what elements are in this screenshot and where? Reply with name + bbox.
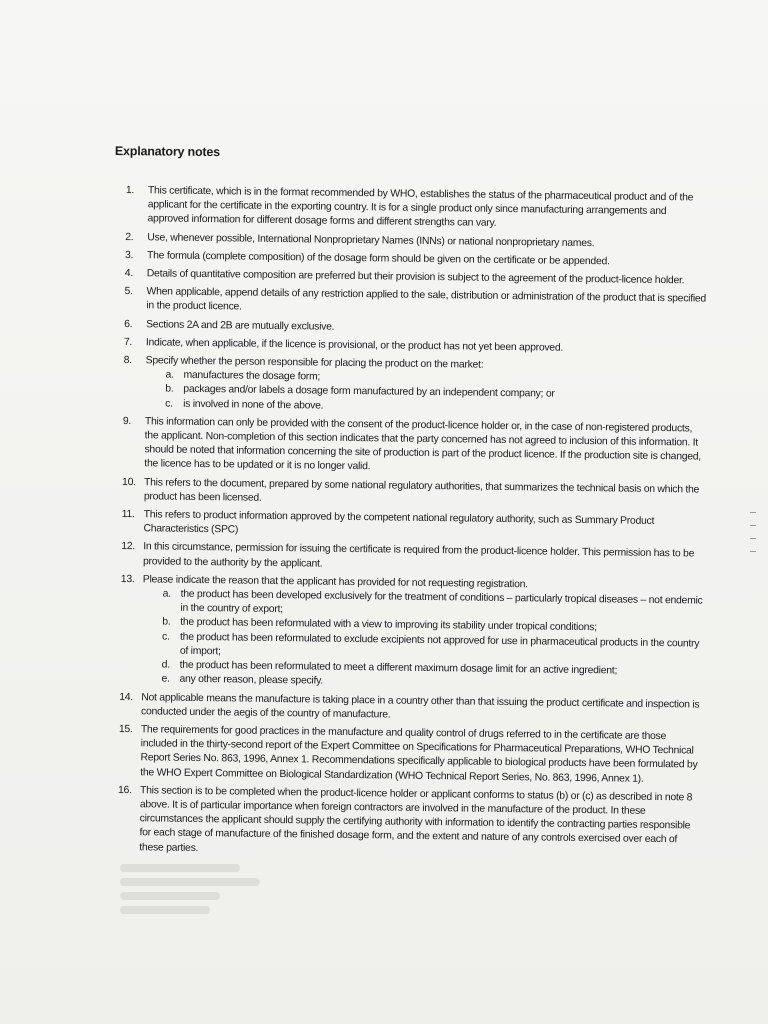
note-text: Please indicate the reason that the applicant has provided for not requesting registration. <box>142 574 528 591</box>
note-number: 1. <box>125 184 135 197</box>
sub-letter: a. <box>165 369 174 381</box>
sub-letter: b. <box>165 383 174 396</box>
note-item <box>121 508 705 544</box>
note-number: 14. <box>119 691 134 703</box>
page-heading: Explanatory notes <box>114 144 220 160</box>
sub-letter: a. <box>162 588 171 600</box>
faded-stamp-mark <box>120 858 270 958</box>
sub-letter: e. <box>161 673 170 685</box>
note-text: In this circumstance, permission for issuing the certificate is required from the product-licence holder. This permission has to be provided to the authority by the applicant. <box>142 541 695 570</box>
note-text: This section is to be completed when the product-licence holder or applicant conforms to status (b) or (c) as described in note 8 above. It is of particular importance when foreign contractors are involved in the manufacture of the product. In these circumstances the applicant should supply the certifying authority with information to identify the contracting parties responsible for each stage of manufacture of the finished dosage form, and the extent and nature of any controls exercised over each of these parties. <box>139 784 693 854</box>
note-item <box>125 184 710 234</box>
note-text: Indicate, when applicable, if the licence is provisional, or the product has not yet been approved. <box>145 337 564 354</box>
sub-text: the product has been developed exclusively for the treatment of conditions – particularly tropical diseases – not endemic in the country of export; <box>180 588 703 616</box>
note-item <box>121 540 705 576</box>
note-number: 2. <box>125 231 134 243</box>
note-text: Sections 2A and 2B are mutually exclusive. <box>146 318 335 333</box>
note-number: 15. <box>118 723 133 736</box>
note-text: This certificate, which is in the format recommended by WHO, establishes the status of the pharmaceutical product and of the applicant for the certificate in the exporting country. It is for a single product only since manufacturing arrangements and approved information for different dosage forms and different strengths can vary. <box>147 185 694 230</box>
sub-text: the product has been reformulated to meet a different maximum dosage limit for an active ingredient; <box>179 659 618 677</box>
note-number: 4. <box>124 268 134 280</box>
note-number: 3. <box>124 249 134 261</box>
sub-text: manufactures the dosage form; <box>183 370 321 383</box>
sub-text: the product has been reformulated to exclude excipients not approved for use in pharmaceutical products in the country of import; <box>179 631 700 658</box>
note-text: Not applicable means the manufacture is taking place in a country other than that issuing the product certificate and inspection is conducted under the aegis of the country of manufacture. <box>141 691 700 721</box>
note-text: Specify whether the person responsible for placing the product on the market: <box>145 355 484 371</box>
sub-text: the product has been reformulated with a view to improving its stability under tropical conditions; <box>180 617 597 634</box>
sub-letter: c. <box>165 398 173 410</box>
note-number: 16. <box>117 784 132 796</box>
sub-letter: b. <box>162 616 171 629</box>
note-text: When applicable, append details of any restriction applied to the sale, distribution or administration of the product that is specified in the product licence. <box>146 286 707 313</box>
explanatory-notes-list <box>117 184 710 866</box>
sub-text: is involved in none of the above. <box>183 398 324 412</box>
note-number: 11. <box>121 509 135 521</box>
note-text: The formula (complete composition) of the dosage form should be given on the certificate or be appended. <box>146 250 610 268</box>
sub-list <box>141 587 704 694</box>
note-item <box>119 690 703 726</box>
note-item <box>122 476 706 512</box>
note-number: 10. <box>122 476 136 488</box>
note-text: This refers to product information approved by the competent national regulatory authority, such as Summary Product Characteristics (SPC) <box>143 509 655 536</box>
note-item <box>119 573 704 694</box>
note-item <box>117 784 702 863</box>
sub-list <box>145 369 708 419</box>
note-text: This refers to the document, prepared by some national regulatory authorities, that summarizes the technical basis on which the product has been licensed. <box>143 476 700 504</box>
note-number: 5. <box>124 286 133 298</box>
note-number: 13. <box>120 573 135 586</box>
note-item <box>123 354 708 418</box>
note-item <box>122 415 707 479</box>
scan-edge-marks <box>750 500 760 590</box>
note-number: 12. <box>121 541 136 553</box>
sub-letter: c. <box>162 631 170 643</box>
note-text: Details of quantitative composition are preferred but their provision is subject to the agreement of the product-licence holder. <box>146 268 685 287</box>
note-text: This information can only be provided with the consent of the product-licence holder or, in the case of non-registered products, the applicant. Non-completion of this section indicates that the party concerned has not agreed to inclusion of this information. It should be noted that information concerning the site of production is part of the product licence. If the production site is changed, the licence has to be updated or it is no longer valid. <box>144 416 702 473</box>
note-text: The requirements for good practices in the manufacture and quality control of drugs referred to in the certificate are those included in the thirty-second report of the Expert Committee on Specifications for Pharmaceutical Preparations, WHO Technical Report Series No. 863, 1996, Annex 1. Recommendations specifically applicable to biological products have been formulated by the WHO Expert Committee on Biological Standardization (WHO Technical Report Series, No. 863, 1996, Annex 1). <box>140 724 698 785</box>
note-number: 9. <box>122 415 132 427</box>
sub-text: any other reason, please specify. <box>179 674 324 687</box>
note-text: Use, whenever possible, International Nonproprietary Names (INNs) or national nonproprietary names. <box>147 231 595 249</box>
note-number: 6. <box>124 318 133 330</box>
sub-text: packages and/or labels a dosage form manufactured by an independent company; or <box>183 384 555 401</box>
note-item <box>124 285 708 321</box>
note-item <box>118 723 703 787</box>
sub-letter: d. <box>161 659 170 671</box>
note-number: 7. <box>123 336 133 348</box>
note-number: 8. <box>123 355 132 367</box>
